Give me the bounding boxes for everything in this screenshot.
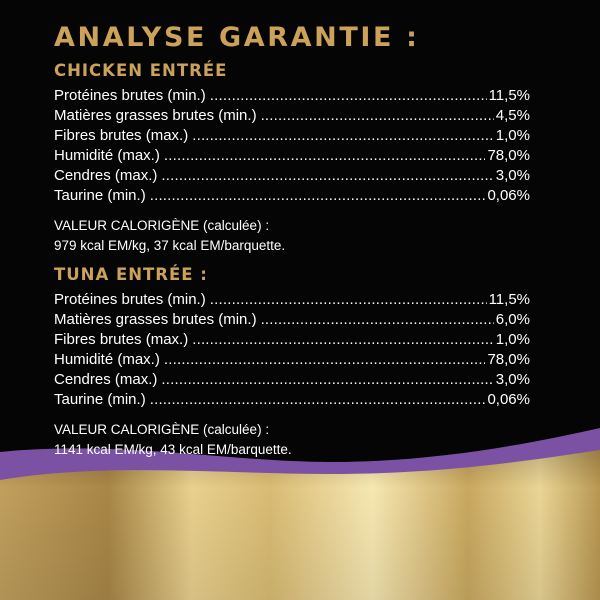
section-title-chicken: CHICKEN ENTRÉE <box>54 61 228 80</box>
page-title: ANALYSE GARANTIE : <box>54 22 420 53</box>
nutrient-row <box>54 126 530 146</box>
nutrient-value: 11,5% <box>488 87 530 104</box>
nutrient-list-tuna <box>54 290 534 410</box>
nutrient-row <box>54 310 530 330</box>
dot-leader <box>210 86 487 106</box>
dot-leader <box>161 166 493 186</box>
nutrient-label: Fibres brutes (max.) <box>54 331 189 348</box>
nutrient-value: 1,0% <box>495 127 530 144</box>
nutrient-row <box>54 390 530 410</box>
energy-info-tuna <box>54 420 534 460</box>
nutrient-row <box>54 166 530 186</box>
dot-leader <box>150 186 486 206</box>
nutrient-label: Cendres (max.) <box>54 371 158 388</box>
energy-value: 1141 kcal EM/kg, 43 kcal EM/barquette. <box>54 442 292 457</box>
nutrient-label: Cendres (max.) <box>54 167 158 184</box>
section-chicken <box>54 60 534 256</box>
nutrient-value: 3,0% <box>495 167 530 184</box>
section-tuna <box>54 264 534 460</box>
nutrient-value: 78,0% <box>487 351 530 368</box>
nutrient-label: Protéines brutes (min.) <box>54 87 206 104</box>
nutrient-row <box>54 146 530 166</box>
nutrient-value: 6,0% <box>495 311 530 328</box>
nutrient-value: 11,5% <box>488 291 530 308</box>
nutrient-row <box>54 86 530 106</box>
nutrient-row <box>54 290 530 310</box>
dot-leader <box>161 370 493 390</box>
nutrient-label: Humidité (max.) <box>54 351 160 368</box>
dot-leader <box>210 290 487 310</box>
nutrient-value: 3,0% <box>495 371 530 388</box>
analysis-panel <box>54 22 534 460</box>
nutrient-label: Humidité (max.) <box>54 147 160 164</box>
nutrient-value: 0,06% <box>487 187 530 204</box>
nutrient-row <box>54 106 530 126</box>
nutrient-value: 0,06% <box>487 391 530 408</box>
nutrient-list-chicken <box>54 86 534 206</box>
nutrient-label: Matières grasses brutes (min.) <box>54 311 257 328</box>
section-title-tuna: TUNA ENTRÉE : <box>54 265 208 284</box>
nutrient-row <box>54 186 530 206</box>
nutrient-value: 1,0% <box>495 331 530 348</box>
nutrient-label: Taurine (min.) <box>54 391 146 408</box>
dot-leader <box>192 330 494 350</box>
nutrient-row <box>54 330 530 350</box>
dot-leader <box>261 310 494 330</box>
energy-info-chicken <box>54 216 534 256</box>
nutrient-row <box>54 370 530 390</box>
nutrient-value: 78,0% <box>487 147 530 164</box>
dot-leader <box>150 390 486 410</box>
nutrient-value: 4,5% <box>495 107 530 124</box>
nutrient-label: Taurine (min.) <box>54 187 146 204</box>
energy-label: VALEUR CALORIGÈNE (calculée) : <box>54 422 270 437</box>
nutrient-label: Fibres brutes (max.) <box>54 127 189 144</box>
dot-leader <box>164 350 486 370</box>
nutrient-row <box>54 350 530 370</box>
dot-leader <box>192 126 494 146</box>
nutrient-label: Protéines brutes (min.) <box>54 291 206 308</box>
nutrient-label: Matières grasses brutes (min.) <box>54 107 257 124</box>
dot-leader <box>164 146 486 166</box>
energy-label: VALEUR CALORIGÈNE (calculée) : <box>54 218 270 233</box>
energy-value: 979 kcal EM/kg, 37 kcal EM/barquette. <box>54 238 286 253</box>
dot-leader <box>261 106 494 126</box>
